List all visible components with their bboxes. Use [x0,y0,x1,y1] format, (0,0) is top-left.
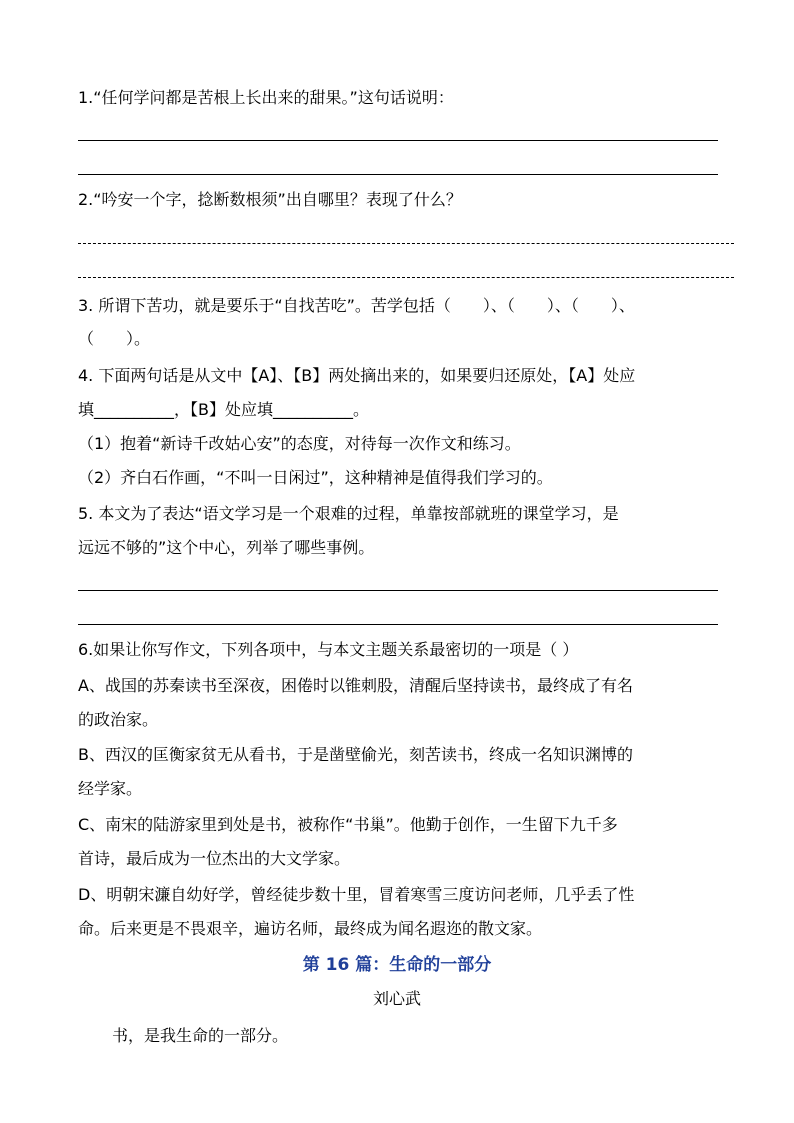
question-6: 6.如果让你写作文，下列各项中，与本文主题关系最密切的一项是（ ） [78,640,579,659]
article-title: 第 16 篇：生命的一部分 [302,955,492,975]
answer-line [78,243,734,244]
answer-line [78,277,734,278]
answer-line [78,590,718,591]
question-5: 5. 本文为了表达“语文学习是一个艰难的过程，单靠按部就班的课堂学习，是 [78,504,619,523]
option-c-cont: 首诗，最后成为一位杰出的大文学家。 [78,849,351,868]
question-4: 4. 下面两句话是从文中【A】、【B】两处摘出来的，如果要归还原处，【A】处应 [78,366,636,385]
option-a: A、战国的苏秦读书至深夜，困倦时以锥刺股，清醒后坚持读书，最终成了有名 [78,676,633,695]
option-b: B、西汉的匡衡家贫无从看书，于是凿壁偷光，刻苦读书，终成一名知识渊博的 [78,745,633,764]
article-first-line: 书，是我生命的一部分。 [112,1026,289,1045]
question-1: 1.“任何学问都是苦根上长出来的甜果。”这句话说明： [78,88,454,107]
question-3: 3. 所谓下苦功，就是要乐于“自找苦吃”。苦学包括（ ）、（ ）、（ ）、 [78,296,635,315]
option-b-cont: 经学家。 [78,779,143,798]
answer-line [78,174,718,175]
question-4-item-1: （1）抱着“新诗千改姑心安”的态度，对待每一次作文和练习。 [78,434,521,453]
option-c: C、南宋的陆游家里到处是书，被称作“书巢”。他勤于创作，一生留下九千多 [78,815,618,834]
option-d: D、明朝宋濂自幼好学，曾经徒步数十里，冒着寒雪三度访问老师，几乎丢了性 [78,885,635,904]
option-a-cont: 的政治家。 [78,710,159,729]
question-4-cont: 填__________，【B】处应填__________。 [78,400,369,419]
article-author: 刘心武 [372,989,421,1008]
question-3-cont: （ ）。 [78,329,151,348]
answer-line [78,140,718,141]
question-5-cont: 远远不够的”这个中心，列举了哪些事例。 [78,538,375,557]
answer-line [78,624,718,625]
question-4-item-2: （2）齐白石作画，“不叫一日闲过”，这种精神是值得我们学习的。 [78,468,553,487]
option-d-cont: 命。后来更是不畏艰辛，遍访名师，最终成为闻名遐迩的散文家。 [78,919,543,938]
question-2: 2.“吟安一个字，捻断数根须”出自哪里？表现了什么？ [78,190,462,209]
